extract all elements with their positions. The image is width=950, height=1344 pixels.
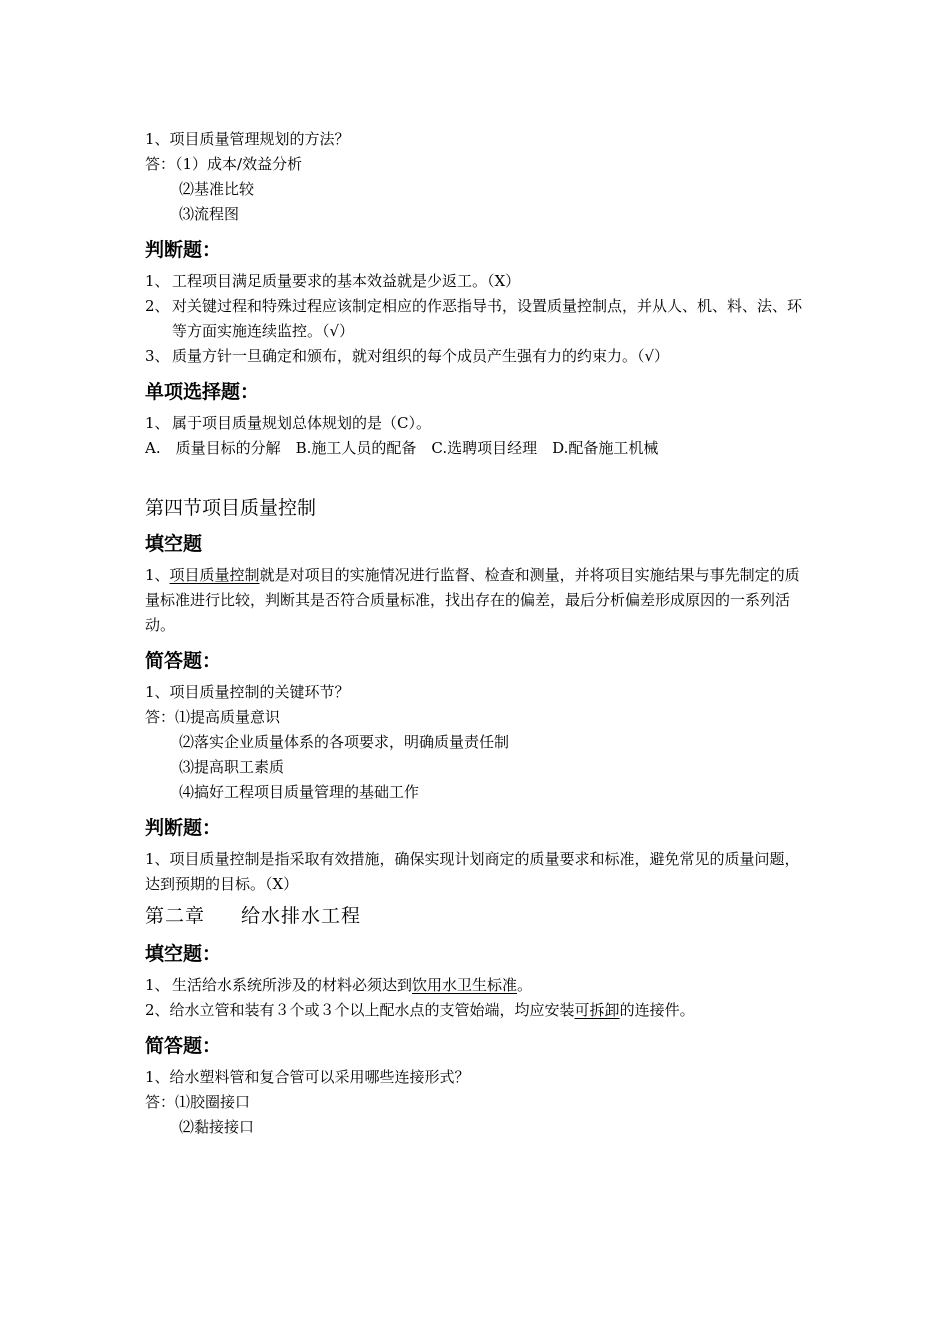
blank-answer: 饮用水卫生标准 (412, 976, 518, 994)
choice-options: A. 质量目标的分解 B.施工人员的配备 C.选聘项目经理 D.配备施工机械 (145, 439, 659, 457)
chapter-title: 第二章 给水排水工程 (145, 905, 362, 927)
answer-line: 答：⑴胶圈接口 (145, 1093, 251, 1111)
heading-fill-blank: 填空题： (145, 943, 222, 965)
answer-line: ⑶提高职工素质 (179, 758, 285, 776)
heading-short-answer: 简答题： (145, 650, 222, 672)
list-item: 1、 工程项目满足质量要求的基本效益就是少返工。（X） (145, 272, 521, 290)
answer-line: ⑶流程图 (179, 205, 240, 223)
list-item: 1、 属于项目质量规划总体规划的是（C）。 (145, 414, 431, 432)
answer-line: 答：⑴提高质量意识 (145, 708, 281, 726)
heading-short-answer: 简答题： (145, 1035, 222, 1057)
heading-single-choice: 单项选择题： (145, 381, 260, 403)
question: 1、项目质量控制的关键环节？ (145, 683, 350, 701)
heading-fill-blank: 填空题 (145, 533, 203, 555)
answer-line: ⑷搞好工程项目质量管理的基础工作 (179, 783, 420, 801)
answer-line: 答：（1）成本/效益分析 (145, 155, 303, 173)
list-item: 1、 生活给水系统所涉及的材料必须达到饮用水卫生标准。 (145, 976, 533, 994)
list-item: 2、给水立管和装有３个或３个以上配水点的支管始端，均应安装可拆卸的连接件。 (145, 1001, 695, 1019)
list-item: 2、 对关键过程和特殊过程应该制定相应的作恶指导书，设置质量控制点，并从人、机、料、法、环等方面实施连续监控。（√） (145, 297, 803, 340)
section-title: 第四节项目质量控制 (145, 497, 317, 519)
blank-answer: 项目质量控制 (169, 566, 260, 584)
answer-line: ⑵黏接接口 (179, 1118, 255, 1136)
question: 1、项目质量管理规划的方法？ (145, 130, 350, 148)
question: 1、给水塑料管和复合管可以采用哪些连接形式？ (145, 1068, 470, 1086)
heading-true-false: 判断题： (145, 239, 222, 261)
paragraph: 1、项目质量控制是指采取有效措施，确保实现计划商定的质量要求和标准，避免常见的质量问题，达到预期的目标。（X） (145, 850, 800, 893)
answer-line: ⑵基准比较 (179, 180, 255, 198)
list-item: 3、 质量方针一旦确定和颁布，就对组织的每个成员产生强有力的约束力。（√） (145, 347, 670, 365)
blank-answer: 可拆卸 (574, 1001, 620, 1019)
answer-line: ⑵落实企业质量体系的各项要求，明确质量责任制 (179, 733, 510, 751)
heading-true-false: 判断题： (145, 817, 222, 839)
paragraph: 1、项目质量控制就是对项目的实施情况进行监督、检查和测量，并将项目实施结果与事先制定的质量标准进行比较，判断其是否符合质量标准，找出存在的偏差，最后分析偏差形成原因的一系列活动。 (145, 566, 800, 634)
document-body (145, 127, 810, 1140)
